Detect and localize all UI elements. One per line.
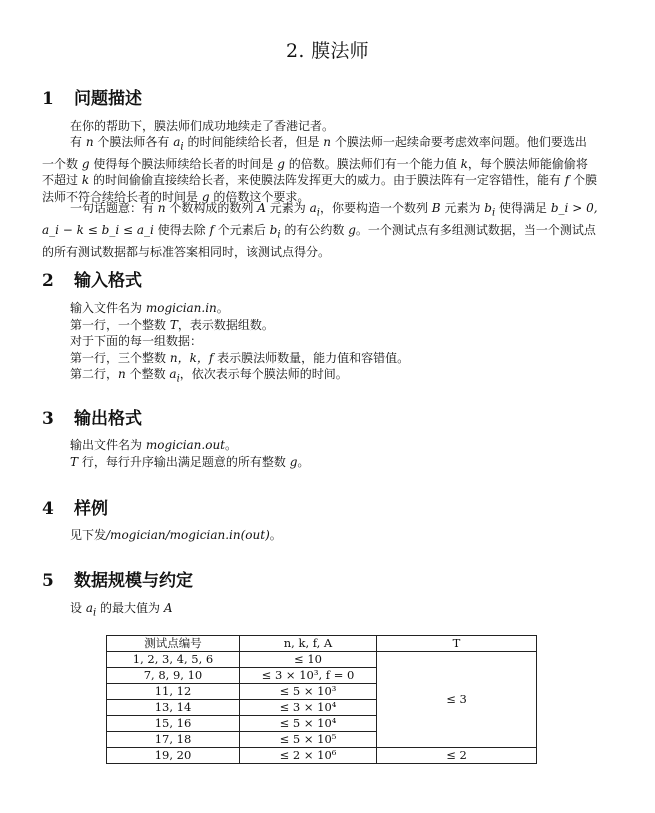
section-number: 1: [42, 89, 54, 109]
math-var: k: [460, 156, 468, 171]
section-1-heading: [42, 84, 142, 109]
math-var: f: [564, 173, 570, 188]
input-line-4: 第一行，三个整数 n，k，f 表示膜法师数量，能力值和容错值。: [70, 350, 410, 365]
text: 个膜法师一起续命要考虑效率问题。他们要选出一个数: [42, 135, 587, 171]
constraints-line: 设 $a_i$ 的最大值为 A: [70, 601, 173, 619]
table-cell: ≤ 5 × 10⁴: [240, 716, 377, 732]
text: 个元素后: [217, 222, 266, 237]
table-cell: ≤ 3 × 10³, f = 0: [240, 668, 377, 684]
output-line-1: 输出文件名为 mogician.out。: [70, 438, 238, 452]
text: 的时间能续给长者，但是: [187, 135, 320, 149]
document-title: 2. 膜法师: [286, 40, 369, 62]
paragraph-text: 在你的帮助下，膜法师们成功地续走了香港记者。: [70, 119, 335, 133]
text: 个膜法师各有: [97, 135, 170, 149]
input-line-2: 第一行，一个整数 T，表示数据组数。: [70, 317, 274, 332]
text: 使得每个膜法师续给长者的时间是: [93, 156, 274, 171]
text: 使得去除: [157, 222, 206, 237]
problem-paragraph-2: [42, 134, 598, 205]
table-cell: ≤ 3 × 10⁴: [240, 700, 377, 716]
constraints-table: [106, 635, 537, 764]
table-cell: ≤ 3: [377, 652, 537, 748]
text: ，每个膜法师能偷偷将不超过: [42, 156, 588, 188]
input-format-block: [70, 300, 409, 388]
math-var: $a_i$: [173, 135, 184, 153]
table-header-row: [107, 636, 537, 652]
table-cell: 1, 2, 3, 4, 5, 6: [107, 652, 240, 668]
text: 使得满足: [499, 201, 548, 215]
problem-paragraph-1: [42, 118, 598, 135]
text: 个膜法师不符合续给长者的时间是: [42, 173, 598, 204]
section-4-heading: [42, 494, 108, 519]
math-var: g: [277, 156, 285, 171]
math-var: g: [201, 189, 210, 204]
math-var: n: [323, 135, 332, 149]
math-var: k: [81, 173, 90, 188]
math-var: g: [348, 222, 356, 237]
table-cell: ≤ 2: [377, 748, 537, 764]
section-number: 2: [42, 271, 54, 291]
table-header: 测试点编号: [107, 636, 240, 652]
math-var: A: [257, 201, 266, 215]
text: 元素为: [269, 201, 306, 215]
table-cell: 17, 18: [107, 732, 240, 748]
table-row: [107, 748, 537, 764]
section-number: 3: [42, 409, 54, 429]
section-number: 4: [42, 499, 54, 519]
table-cell: 15, 16: [107, 716, 240, 732]
table-cell: ≤ 5 × 10⁵: [240, 732, 377, 748]
text: 个数构成的数列: [169, 201, 254, 215]
table-cell: 13, 14: [107, 700, 240, 716]
text: 有: [70, 135, 83, 149]
math-var: f: [209, 222, 214, 237]
table-cell: 7, 8, 9, 10: [107, 668, 240, 684]
input-line-3: 对于下面的每一组数据：: [70, 334, 203, 348]
section-title: 样例: [74, 499, 108, 519]
table-cell: ≤ 5 × 10³: [240, 684, 377, 700]
table-cell: 19, 20: [107, 748, 240, 764]
section-3-heading: [42, 404, 142, 429]
section-title: 问题描述: [74, 89, 142, 109]
output-line-2: T 行，每行升序输出满足题意的所有整数 g。: [70, 454, 310, 469]
sample-block: [70, 527, 282, 544]
text: 元素为: [444, 201, 481, 215]
section-title: 数据规模与约定: [74, 571, 193, 591]
section-2-heading: [42, 266, 142, 291]
section-5-heading: [42, 566, 193, 591]
section-title: 输出格式: [74, 409, 142, 429]
input-line-1: 输入文件名为 mogician.in。: [70, 301, 229, 315]
output-format-block: [70, 437, 309, 470]
table-cell: 11, 12: [107, 684, 240, 700]
math-var: n: [85, 135, 94, 149]
math-var: g: [81, 156, 90, 171]
table-header: T: [377, 636, 537, 652]
table-row: [107, 652, 537, 668]
text: 的倍数这个要求。: [213, 189, 310, 204]
section-title: 输入格式: [74, 271, 142, 291]
section-number: 5: [42, 571, 54, 591]
math-var: $b_i$: [484, 201, 496, 219]
table-header: n, k, f, A: [240, 636, 377, 652]
problem-paragraph-3: [42, 200, 598, 260]
text: 的时间偷偷直接续给长者，来使膜法阵发挥更大的威力。由于膜法阵有一定容错性，能有: [92, 173, 561, 188]
math-var: B: [431, 201, 441, 215]
input-line-5: 第二行，n 个整数 $a_i$，依次表示每个膜法师的时间。: [70, 367, 348, 385]
text: 的倍数。膜法师们有一个能力值: [288, 156, 457, 171]
math-var: $b_i$: [269, 222, 281, 241]
table-cell: ≤ 10: [240, 652, 377, 668]
sample-line: 见下发/mogician/mogician.in(out)。: [70, 528, 282, 542]
math-var: n: [157, 201, 166, 215]
text: 的有公约数: [284, 222, 345, 237]
text: 。一个测试点有多组测试数据，当一个测试点的所有测试数据都与标准答案相同时，该测试点得分。: [42, 222, 596, 259]
table-cell: ≤ 2 × 10⁶: [240, 748, 377, 764]
text: ，你要构造一个数列: [319, 201, 428, 215]
constraints-intro: [70, 600, 173, 622]
math-condition: b_i > 0, a_i − k ≤ b_i ≤ a_i: [42, 201, 598, 237]
text: 一句话题意：有: [70, 201, 155, 215]
math-var: $a_i$: [309, 201, 320, 219]
